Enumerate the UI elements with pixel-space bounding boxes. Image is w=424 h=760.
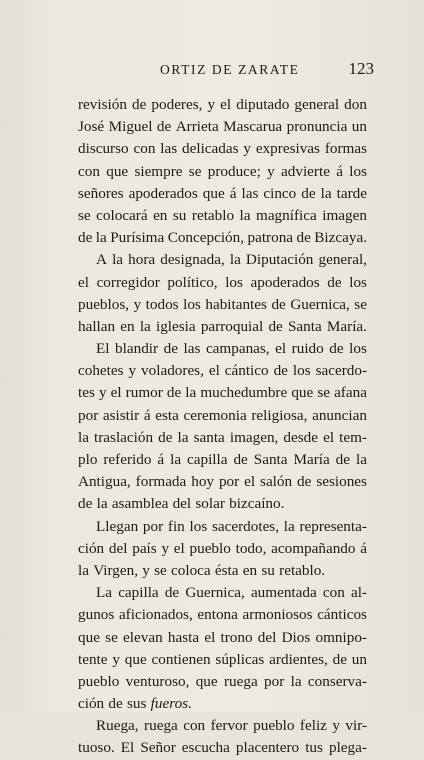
word: el <box>110 384 122 402</box>
word: pueblo <box>189 539 231 557</box>
word: produce; <box>207 162 261 180</box>
word: diputado <box>236 96 290 113</box>
word: de <box>163 340 178 358</box>
word: el <box>78 273 89 291</box>
word: Santa <box>253 451 288 468</box>
word: y <box>243 140 251 158</box>
text-line <box>78 294 367 316</box>
word: la <box>96 495 108 513</box>
word: su <box>261 561 275 579</box>
word: y <box>267 162 275 180</box>
word: tente <box>78 650 108 668</box>
word: con <box>133 140 156 158</box>
word: voladores, <box>141 362 204 380</box>
word: la <box>95 229 107 247</box>
word: de <box>156 118 172 136</box>
word: señores <box>78 184 124 202</box>
word: retablo <box>191 206 235 224</box>
word: imagen <box>322 206 367 224</box>
word: parroquial <box>200 317 264 335</box>
word: Miguel <box>108 118 153 136</box>
word: hora <box>128 251 156 269</box>
word: Guernica, <box>185 584 245 602</box>
word: la <box>355 451 367 468</box>
word: un <box>351 650 367 668</box>
text-line <box>78 316 367 338</box>
word: solar <box>195 495 225 513</box>
word: elevan <box>123 628 163 646</box>
word: y <box>142 561 150 579</box>
word: Mascarua <box>223 118 283 136</box>
word: de <box>233 451 248 468</box>
word: ruega <box>144 717 178 735</box>
word: Concepción, <box>167 229 245 247</box>
word: A <box>96 251 107 269</box>
word: tuoso. <box>78 739 115 757</box>
word: con <box>183 717 206 735</box>
word: el <box>244 473 256 491</box>
word: muchedumbre <box>200 384 288 402</box>
word: al- <box>350 584 367 602</box>
word: ruido <box>291 340 324 358</box>
word: de <box>329 340 344 358</box>
word: un <box>351 118 367 136</box>
word: á <box>157 451 165 468</box>
word: ceremonia <box>183 406 247 424</box>
word: pueblos, <box>78 295 130 313</box>
word: su <box>172 206 187 224</box>
word: apoderados <box>128 184 198 202</box>
word: que <box>78 628 100 646</box>
word: Dios <box>281 628 311 646</box>
text-line <box>78 227 367 249</box>
word: á <box>336 162 343 180</box>
text-line <box>78 560 367 582</box>
word: asistir <box>102 406 140 424</box>
word: La <box>96 584 113 602</box>
word: político, <box>167 273 218 291</box>
word: cohetes <box>78 362 124 380</box>
word: plega- <box>328 739 367 757</box>
word: salón <box>260 473 293 491</box>
word: el <box>275 340 287 358</box>
word: los <box>189 517 208 535</box>
word: acompañando <box>271 539 356 557</box>
word: se <box>354 295 367 313</box>
word: aumentada <box>250 584 317 602</box>
word: referido <box>103 451 152 468</box>
word: hoy <box>191 473 214 491</box>
word: Arrieta <box>175 118 219 136</box>
word: en <box>153 206 168 224</box>
word: de <box>273 362 288 380</box>
word: país <box>132 539 157 557</box>
word: asamblea <box>111 495 169 513</box>
word: don <box>344 96 367 113</box>
word: cinco <box>263 184 297 202</box>
word: ardientes, <box>269 650 328 668</box>
word: ésta <box>214 561 239 579</box>
word: pueblo <box>253 717 295 735</box>
word: Guernica, <box>290 295 350 313</box>
word: de <box>78 229 93 247</box>
word: desde <box>283 428 319 446</box>
text-line <box>78 516 367 538</box>
word: traslación <box>94 428 154 446</box>
word: las <box>241 184 259 202</box>
word: José <box>78 118 105 136</box>
word: de <box>78 495 93 513</box>
text-line <box>78 338 367 360</box>
word: revisión <box>78 96 127 113</box>
word: magnífica <box>256 206 317 224</box>
word: retablo. <box>279 561 326 579</box>
word: los <box>349 273 367 291</box>
word: del <box>172 495 192 513</box>
word: discurso <box>78 140 129 158</box>
word: cántico <box>224 362 269 380</box>
word: se <box>105 628 118 646</box>
word: de <box>301 184 316 202</box>
word: y <box>161 539 170 557</box>
word: aficionados, <box>118 606 193 624</box>
word: que <box>291 384 314 402</box>
word: los <box>292 362 311 380</box>
text-line <box>78 604 367 626</box>
word: ción <box>78 695 105 713</box>
word: las <box>160 140 178 158</box>
word: y <box>98 384 107 402</box>
word: de <box>108 695 123 713</box>
text-line <box>78 161 367 183</box>
word: sesiones <box>316 473 367 491</box>
word: de <box>164 584 180 602</box>
word: de <box>297 473 312 491</box>
word: designada, <box>160 251 225 269</box>
word: María. <box>326 317 367 335</box>
word: en <box>120 317 135 335</box>
word: y <box>112 650 120 668</box>
word: que <box>106 162 129 180</box>
word: Purísima <box>110 229 165 247</box>
word: apoderados <box>250 273 320 291</box>
text-line <box>78 272 367 294</box>
word: formada <box>135 473 187 491</box>
word: afana <box>334 384 367 402</box>
word: la <box>170 451 182 468</box>
word: los <box>349 162 367 180</box>
word: corregidor <box>96 273 160 291</box>
word: los <box>349 340 367 358</box>
word: el <box>208 362 220 380</box>
text-line <box>78 183 367 205</box>
word: fervor <box>210 717 248 735</box>
page-number: 123 <box>348 59 374 78</box>
word: en <box>242 561 258 579</box>
word: poderes, <box>151 96 203 113</box>
word: y <box>128 362 137 380</box>
word: de <box>271 295 286 313</box>
word: la <box>78 561 89 579</box>
word: general, <box>318 251 367 269</box>
text-line <box>78 449 367 471</box>
word: tem- <box>339 428 367 446</box>
text-line <box>78 116 367 138</box>
word: la <box>290 672 302 690</box>
word: capilla <box>118 584 159 602</box>
word: los <box>183 295 201 313</box>
word: tarde <box>336 184 367 202</box>
word: patrona <box>247 229 294 247</box>
text-line <box>78 205 367 227</box>
text-line <box>78 94 367 116</box>
word: del <box>108 539 128 557</box>
word: venturoso, <box>125 672 190 690</box>
word: esta <box>155 406 179 424</box>
word: tus <box>305 739 323 757</box>
word: religiosa, <box>251 406 308 424</box>
word: súplicas <box>215 650 265 668</box>
word: Diputación <box>245 251 314 269</box>
word: entona <box>197 606 238 624</box>
word: las <box>183 340 201 358</box>
text-line <box>78 627 367 649</box>
word: que <box>202 184 225 202</box>
word: de <box>335 451 351 468</box>
word: hasta <box>167 628 200 646</box>
word: fin <box>167 517 185 535</box>
word: la <box>78 428 89 446</box>
word: hallan <box>78 317 116 335</box>
italic-word: fueros. <box>150 695 192 713</box>
text-line <box>78 649 367 671</box>
word: que <box>195 672 218 690</box>
word: omnipo- <box>315 628 367 646</box>
word: tes <box>78 384 95 402</box>
word: delicadas <box>182 140 239 158</box>
word: á <box>229 184 237 202</box>
word: y <box>133 295 142 313</box>
word: por <box>142 517 164 535</box>
word: el <box>204 628 216 646</box>
word: se <box>188 162 202 180</box>
word: expresivas <box>255 140 320 158</box>
word: rumor <box>125 384 163 402</box>
word: con <box>78 162 100 180</box>
word: la <box>229 251 241 269</box>
text-line <box>78 249 367 271</box>
word: blandir <box>115 340 159 358</box>
word: Virgen, <box>93 561 139 579</box>
text-line <box>78 538 367 560</box>
word: y <box>332 717 340 735</box>
word: placentero <box>235 739 300 757</box>
word: María <box>293 451 330 468</box>
word: general <box>294 96 340 113</box>
text-line <box>78 737 367 759</box>
word: vir- <box>345 717 367 735</box>
word: El <box>96 340 110 358</box>
word: que <box>124 650 147 668</box>
word: de <box>268 317 283 335</box>
text-line <box>78 360 367 382</box>
word: sacerdo- <box>315 362 367 380</box>
body-text <box>78 94 367 760</box>
word: de <box>332 650 347 668</box>
word: siempre <box>134 162 183 180</box>
word: campanas, <box>205 340 270 358</box>
word: Señor <box>140 739 176 757</box>
text-line <box>78 427 367 449</box>
word: armoniosos <box>242 606 313 624</box>
word: santa <box>193 428 225 446</box>
word: trono <box>220 628 253 646</box>
word: la <box>185 384 197 402</box>
word: la <box>139 317 151 335</box>
word: gunos <box>78 606 115 624</box>
word: El <box>120 739 135 757</box>
text-line <box>78 671 367 693</box>
word: del <box>257 628 277 646</box>
word: Santa <box>287 317 322 335</box>
word: iglesia <box>155 317 196 335</box>
word: imagen, <box>229 428 279 446</box>
word: todos <box>145 295 179 313</box>
word: la <box>177 428 189 446</box>
word: de <box>296 229 311 247</box>
word: anuncian <box>312 406 367 424</box>
word: el <box>323 428 335 446</box>
word: de <box>132 96 147 113</box>
text-line <box>78 382 367 404</box>
word: advierte <box>281 162 330 180</box>
word: colocará <box>96 206 148 224</box>
word: de <box>158 428 173 446</box>
word: ción <box>78 539 105 557</box>
word: representa- <box>299 517 367 535</box>
word: se <box>317 384 330 402</box>
word: de <box>327 273 342 291</box>
word: bizcaíno. <box>229 495 285 513</box>
word: habitantes <box>205 295 267 313</box>
word: el <box>220 96 232 113</box>
word: á <box>143 406 151 424</box>
word: cánticos <box>317 606 367 624</box>
word: por <box>78 406 99 424</box>
word: con <box>322 584 345 602</box>
text-line <box>78 405 367 427</box>
text-line <box>78 138 367 160</box>
word: ruega <box>223 672 258 690</box>
word: plo <box>78 451 98 468</box>
word: la <box>239 206 251 224</box>
word: de <box>166 384 182 402</box>
word: la <box>112 251 124 269</box>
page-header <box>74 59 374 82</box>
word: todo, <box>235 539 267 557</box>
word: feliz <box>299 717 327 735</box>
word: conserva- <box>307 672 367 690</box>
word: Bizcaya. <box>314 229 367 247</box>
word: coloca <box>171 561 211 579</box>
word: la <box>283 517 295 535</box>
word: Antigua, <box>78 473 131 491</box>
word: la <box>320 184 332 202</box>
text-line <box>78 493 367 515</box>
word: se <box>154 561 167 579</box>
word: escucha <box>181 739 230 757</box>
word: por <box>264 672 285 690</box>
word: Ruega, <box>96 717 139 735</box>
word: Llegan <box>96 517 139 535</box>
word: sacerdotes, <box>211 517 280 535</box>
word: se <box>78 206 91 224</box>
word: el <box>173 539 185 557</box>
word: á <box>360 539 367 557</box>
word: capilla <box>187 451 228 468</box>
word: contienen <box>151 650 211 668</box>
word: sus <box>127 695 147 713</box>
text-line <box>78 715 367 737</box>
word: los <box>225 273 243 291</box>
running-head: ORTIZ DE ZARATE <box>160 62 300 77</box>
word: por <box>218 473 240 491</box>
text-line <box>78 582 367 604</box>
word: pronuncia <box>286 118 348 136</box>
word: y <box>207 96 216 113</box>
text-line <box>78 471 367 493</box>
word: pueblo <box>78 672 120 690</box>
word: formas <box>324 140 367 158</box>
